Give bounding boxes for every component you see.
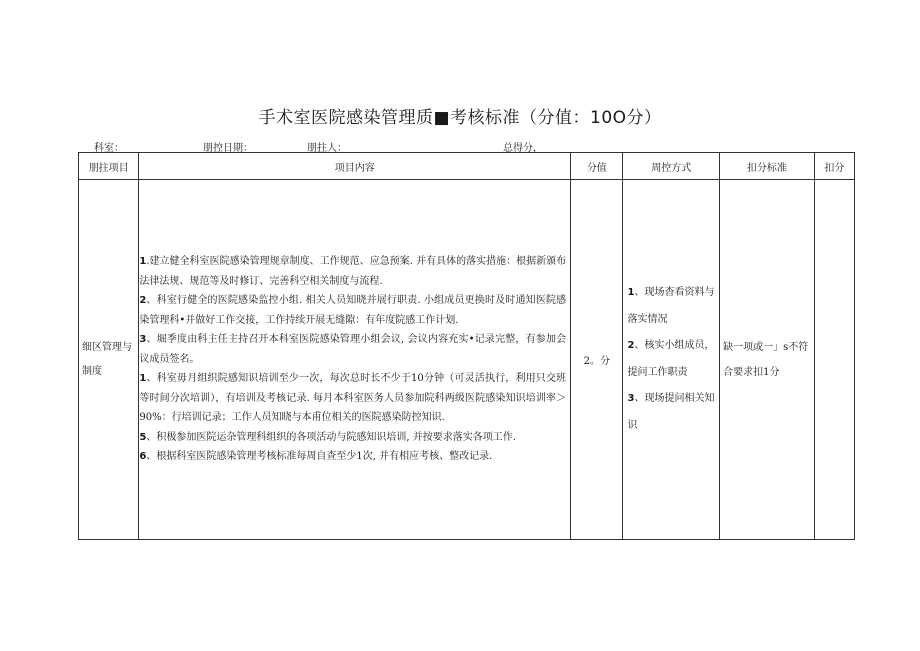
method-item: 1、现场杳看资料与落实情况 xyxy=(627,287,715,325)
deduction-rule: 缺一项或一」s不符合要求扣1分 xyxy=(723,341,809,378)
method-cell xyxy=(623,180,720,540)
department-label: 科室： xyxy=(94,143,124,154)
method-item: 3、现场提问相关知识 xyxy=(627,393,715,431)
score-cell xyxy=(571,180,623,540)
method-item: 2、核实小组成员，提问工作职责 xyxy=(627,340,715,378)
header-deduction-rule: 扣分标准 xyxy=(720,153,815,180)
content-item: 1、科室毋月组织院感知识培训至少一次，每次总时长不少于10分钟（可灵活执行，利用只交班等时间分次培训），有培训及考核记录. 每月本科室医务人员参加院科两级医院感染知识培训率＞90%：行培训记录；工作人员知晓与本甫位相关的医院感染防控知识. xyxy=(139,373,567,424)
table-header-row xyxy=(79,153,855,180)
content-item: 3、堀季度由科主任主持召开本科室医院感染管理小组会议, 会议内容充实•记录完整，有参加会议成员签名。 xyxy=(139,334,567,365)
content-item: 6、根据科室医院感染管理考核标准每周自查至少1次, 并有相应考核、整改记录. xyxy=(139,451,493,463)
content-item: 5、积极参加医院运杂管理科组织的各项活动与院感知识培训, 并按要求落实各项工作. xyxy=(139,431,516,443)
content-item: 2、科室行健全的医院感染监控小组. 相关人员知晓并展行职责. 小组成员更换时及时通知医院感染管理科•并做好工作交接，工作持续开展无缝隙：有年度院感工作计划. xyxy=(139,295,567,326)
content-cell xyxy=(139,180,571,540)
total-score-label: 总得分， xyxy=(503,143,543,154)
deduction-rule-cell xyxy=(720,180,815,540)
header-content: 项目内容 xyxy=(139,153,571,180)
header-deduction: 扣分 xyxy=(814,153,854,180)
assessment-table xyxy=(78,152,855,540)
deduction-cell xyxy=(814,180,854,540)
score-value: 2。分 xyxy=(583,356,610,367)
item-label: 细区管理与制度 xyxy=(82,341,132,377)
date-label: 朋控日期： xyxy=(203,143,253,154)
content-item: 1.建立健全科室医院感染管理规章制度、工作规范、应急预案. 并有具体的落实措施：根据新颁布法律法规、规范等及时修订、完善科空相关制度与流程. xyxy=(139,256,567,287)
header-item: 朋拄项目 xyxy=(79,153,139,180)
header-method: 周控方式 xyxy=(623,153,720,180)
item-cell xyxy=(79,180,139,540)
inspector-label: 朋拄人： xyxy=(307,143,347,154)
header-score: 分值 xyxy=(571,153,623,180)
table-row xyxy=(79,180,855,540)
page-title: 手术室医院感染管理质■考核标准（分值：10O分） xyxy=(258,108,662,128)
